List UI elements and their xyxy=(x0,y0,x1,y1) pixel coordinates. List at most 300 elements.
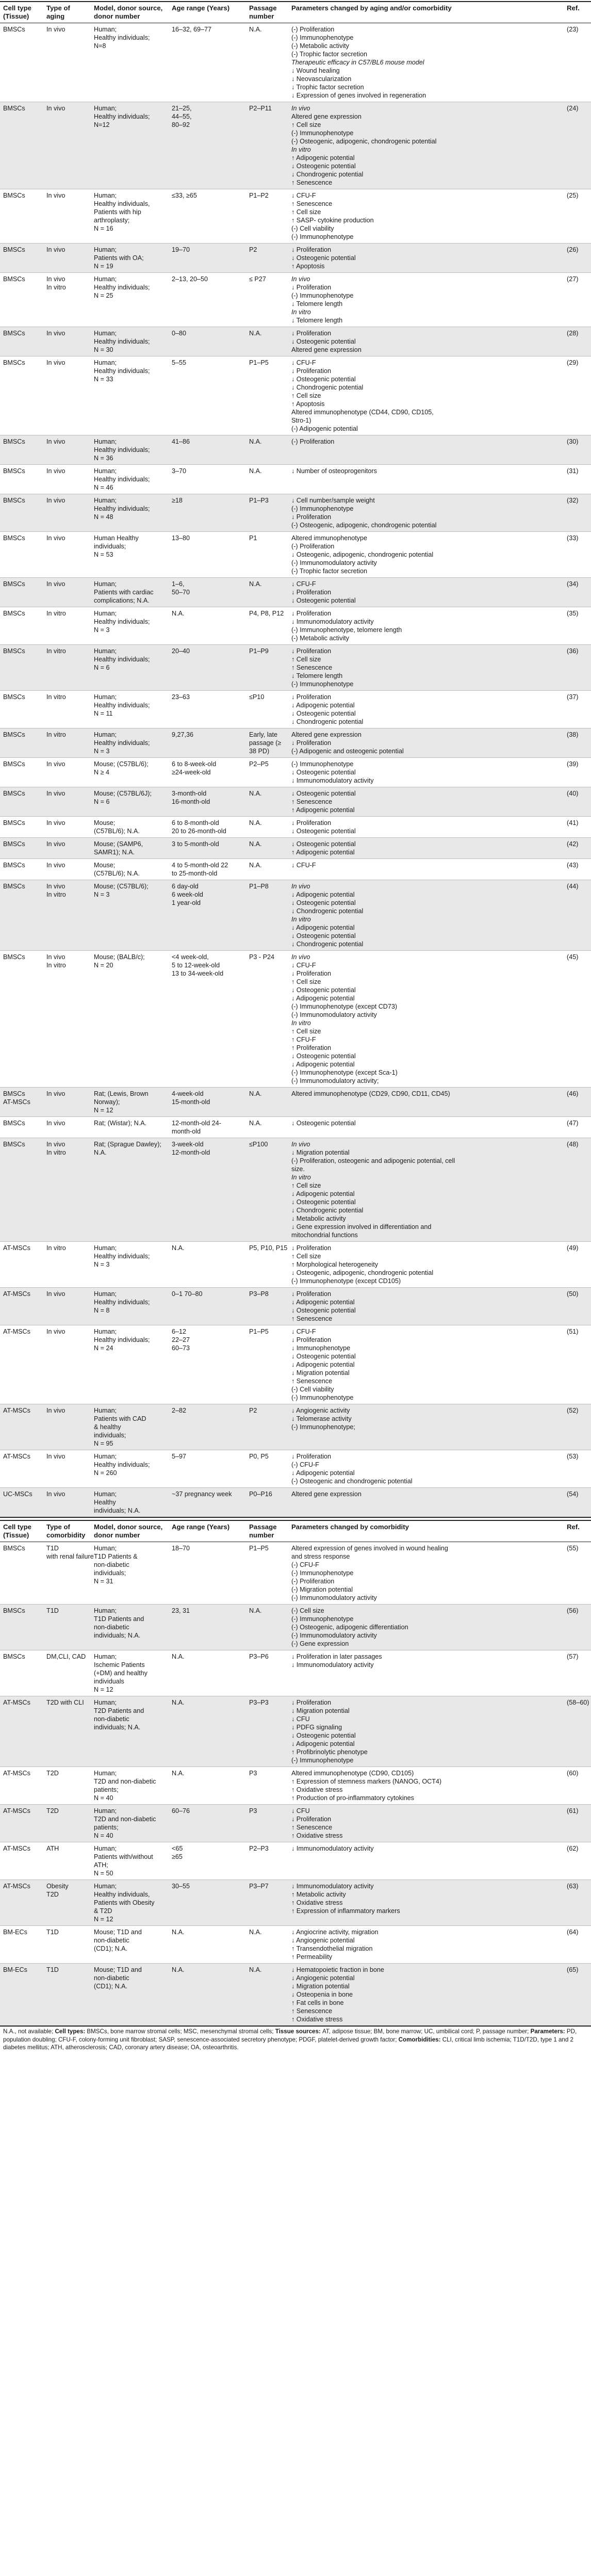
cell-line: (-) Immunophenotype xyxy=(291,129,354,137)
cell-line: ↓ CFU xyxy=(291,1807,310,1814)
table-row xyxy=(0,951,591,1088)
reference xyxy=(564,1242,591,1288)
passage-number xyxy=(246,1880,288,1926)
cell-line: & T2D xyxy=(94,1907,112,1915)
cell-line: (-) CFU-F xyxy=(291,1461,319,1468)
comorbidity-type xyxy=(43,1650,91,1696)
cell-line: ↑ Senescence xyxy=(291,1824,333,1831)
cell-line: individuals; N.A. xyxy=(94,1724,141,1731)
cell-line: N.A. xyxy=(249,790,262,797)
cell-line: In vivo xyxy=(291,105,310,112)
cell-line: ↓ Adipogenic potential xyxy=(291,924,355,931)
header-cell-type: Cell type (Tissue) xyxy=(0,1520,43,1542)
cell-line: & healthy xyxy=(94,1423,121,1431)
cell-line: AT-MSCs xyxy=(3,1699,30,1706)
cell-line: arthroplasty; xyxy=(94,217,130,224)
header-passage: Passage number xyxy=(246,1520,288,1542)
cell-line: ↓ Proliferation xyxy=(291,1816,331,1823)
model-donor xyxy=(91,607,169,645)
cell-line: ↓ CFU-F xyxy=(291,1328,316,1335)
cell-line: non-diabetic xyxy=(94,1974,129,1982)
cell-line: ATH; xyxy=(94,1861,108,1869)
cell-line: In vivo xyxy=(46,26,65,33)
cell-line: In vitro xyxy=(46,962,66,969)
cell-line: ↓ Trophic factor secretion xyxy=(291,84,364,91)
model-donor xyxy=(91,787,169,817)
model-donor xyxy=(91,244,169,273)
reference xyxy=(564,1880,591,1926)
cell-line: (35) xyxy=(567,610,579,617)
cell-line: ↑ Cell size xyxy=(291,1182,321,1189)
cell-line: N ≥ 4 xyxy=(94,769,110,776)
cell-type xyxy=(0,532,43,578)
age-range xyxy=(169,691,246,728)
cell-line: BMSCs xyxy=(3,26,25,33)
cell-line: ↓ PDFG signaling xyxy=(291,1724,342,1731)
cell-line: BMSCs xyxy=(3,580,25,588)
age-range xyxy=(169,1650,246,1696)
reference xyxy=(564,1805,591,1842)
reference xyxy=(564,880,591,951)
passage-number xyxy=(246,787,288,817)
cell-line: ↑ Cell size xyxy=(291,121,321,128)
cell-line: Patients with OA; xyxy=(94,254,144,262)
cell-line: (42) xyxy=(567,840,579,848)
cell-line: N = 40 xyxy=(94,1794,113,1802)
cell-type xyxy=(0,578,43,607)
model-donor xyxy=(91,357,169,435)
cell-line: (-) Immunophenotype (except Sca-1) xyxy=(291,1069,398,1076)
cell-line: N.A. xyxy=(249,26,262,33)
table-row xyxy=(0,1088,591,1117)
cell-line: ↑ Senescence xyxy=(291,1315,333,1322)
model-donor xyxy=(91,859,169,880)
cell-line: ↑ Adipogenic potential xyxy=(291,806,355,814)
cell-line: ↓ Immunomodulatory activity xyxy=(291,1883,374,1890)
cell-line: N.A. xyxy=(249,1966,262,1973)
reference xyxy=(564,1138,591,1242)
cell-line: (34) xyxy=(567,580,579,588)
cell-line: BMSCs xyxy=(3,246,25,253)
cell-line: (61) xyxy=(567,1807,579,1814)
parameters xyxy=(288,244,564,273)
cell-line: (-) Osteogenic, adipogenic, chondrogenic potential xyxy=(291,522,437,529)
cell-line: 16–32, 69–77 xyxy=(172,26,212,33)
age-range xyxy=(169,494,246,532)
passage-number xyxy=(246,1696,288,1767)
cell-line: Altered immunophenotype (CD90, CD105) xyxy=(291,1770,414,1777)
reference xyxy=(564,532,591,578)
reference xyxy=(564,1767,591,1805)
cell-line: (-) Osteogenic and chondrogenic potential xyxy=(291,1478,413,1485)
table-row xyxy=(0,880,591,951)
cell-line: ↓ Osteogenic potential xyxy=(291,1353,356,1360)
parameters xyxy=(288,1842,564,1880)
cell-type xyxy=(0,607,43,645)
cell-line: ↓ Chondrogenic potential xyxy=(291,1207,364,1214)
cell-line: P1–P5 xyxy=(249,1328,269,1335)
cell-line: In vivo xyxy=(46,1328,65,1335)
cell-line: ↑ Apoptosis xyxy=(291,263,325,270)
cell-line: (-) Immunomodulatory activity xyxy=(291,559,377,566)
cell-line: (-) Immunophenotype xyxy=(291,1569,354,1577)
age-range xyxy=(169,645,246,691)
parameters xyxy=(288,1880,564,1926)
cell-line: T1D xyxy=(46,1966,59,1973)
aging-type xyxy=(43,838,91,859)
reference xyxy=(564,435,591,465)
cell-line: P1–P2 xyxy=(249,192,269,199)
passage-number xyxy=(246,1964,288,2027)
table-row xyxy=(0,1805,591,1842)
passage-number xyxy=(246,1842,288,1880)
cell-line: Healthy individuals; xyxy=(94,1299,150,1306)
reference xyxy=(564,327,591,357)
reference xyxy=(564,578,591,607)
age-range xyxy=(169,728,246,758)
cell-line: Human; xyxy=(94,105,117,112)
parameters xyxy=(288,327,564,357)
cell-line: ↓ Osteogenic potential xyxy=(291,1732,356,1739)
cell-line: Mouse; T1D and xyxy=(94,1929,142,1936)
cell-line: BMSCs xyxy=(3,330,25,337)
cell-line: Altered gene expression xyxy=(291,1490,362,1498)
cell-line: N = 19 xyxy=(94,263,113,270)
cell-line: Healthy individuals; xyxy=(94,1253,150,1260)
cell-line: In vivo xyxy=(291,276,310,283)
cell-line: BMSCs xyxy=(3,276,25,283)
cell-line: and stress response xyxy=(291,1553,350,1560)
cell-line: Healthy individuals; xyxy=(94,702,150,709)
parameters xyxy=(288,465,564,494)
cell-line: 1–6, xyxy=(172,580,185,588)
model-donor xyxy=(91,1880,169,1926)
cell-line: T2D and non-diabetic xyxy=(94,1816,156,1823)
cell-line: BMSCs xyxy=(3,953,25,961)
parameters xyxy=(288,817,564,838)
cell-line: ↓ Osteogenic potential xyxy=(291,1120,356,1127)
footnote-text: PD, population doubling; CFU-F, colony-forming unit fibroblast; SASP, senescence-associated secretory phenotype; PDGF, platelet-derived growth factor; xyxy=(3,2028,577,2043)
cell-line: 13 to 34-week-old xyxy=(172,970,224,977)
cell-type xyxy=(0,1605,43,1650)
cell-line: In vitro xyxy=(46,610,66,617)
cell-line: Human Healthy xyxy=(94,534,139,542)
comorbidity-type xyxy=(43,1926,91,1964)
cell-line: N = 33 xyxy=(94,376,113,383)
cell-line: ↓ Proliferation xyxy=(291,693,331,701)
header-parameters: Parameters changed by comorbidity xyxy=(288,1520,564,1542)
cell-line: Altered immunophenotype (CD29, CD90, CD11, CD45) xyxy=(291,1090,450,1097)
model-donor xyxy=(91,1288,169,1325)
cell-line: Human; xyxy=(94,1883,117,1890)
cell-line: Human; xyxy=(94,1328,117,1335)
cell-line: P2 xyxy=(249,1407,257,1414)
cell-line: (31) xyxy=(567,467,579,475)
parameters xyxy=(288,758,564,787)
passage-number xyxy=(246,1650,288,1696)
cell-type xyxy=(0,817,43,838)
header-type-of-comorbidity: Type of comorbidity xyxy=(43,1520,91,1542)
passage-number xyxy=(246,1117,288,1138)
model-donor xyxy=(91,435,169,465)
cell-line: ↑ Senescence xyxy=(291,2007,333,2015)
cell-line: AT-MSCs xyxy=(3,1407,30,1414)
cell-line: Healthy individuals, xyxy=(94,1891,150,1898)
cell-line: Norway); xyxy=(94,1098,120,1106)
cell-line: ↓ Adipogenic potential xyxy=(291,995,355,1002)
cell-line: complications; N.A. xyxy=(94,597,150,604)
cell-line: ↑ Oxidative stress xyxy=(291,1786,343,1793)
comorbidity-type xyxy=(43,1696,91,1767)
reference xyxy=(564,23,591,102)
cell-line: P3–P8 xyxy=(249,1290,269,1298)
table-row xyxy=(0,1880,591,1926)
passage-number xyxy=(246,578,288,607)
age-range xyxy=(169,1488,246,1518)
cell-type xyxy=(0,1842,43,1880)
aging-type xyxy=(43,494,91,532)
cell-line: Human; xyxy=(94,647,117,655)
cell-line: AT-MSCs xyxy=(3,1845,30,1852)
cell-line: 3-week-old xyxy=(172,1141,204,1148)
comorbidity-type xyxy=(43,1805,91,1842)
cell-type xyxy=(0,1488,43,1518)
reference xyxy=(564,607,591,645)
cell-line: 22–27 xyxy=(172,1336,190,1343)
parameters xyxy=(288,1542,564,1605)
table-row xyxy=(0,1542,591,1605)
cell-line: Healthy individuals; xyxy=(94,338,150,345)
cell-line: Human; xyxy=(94,276,117,283)
cell-line: Human; xyxy=(94,1490,117,1498)
cell-line: BMSCs xyxy=(3,1120,25,1127)
cell-line: Human; xyxy=(94,1244,117,1252)
parameters xyxy=(288,1325,564,1404)
reference xyxy=(564,1488,591,1518)
cell-line: (-) Immunophenotype xyxy=(291,292,354,299)
cell-line: In vivo xyxy=(46,1453,65,1460)
cell-line: 21–25, xyxy=(172,105,192,112)
passage-number xyxy=(246,102,288,189)
cell-line: 6 day-old xyxy=(172,883,199,890)
footnote-heading: Cell types: xyxy=(55,2028,87,2035)
cell-line: N.A. xyxy=(249,1607,262,1614)
cell-line: N.A. xyxy=(249,840,262,848)
cell-line: N.A. xyxy=(172,1770,185,1777)
age-range xyxy=(169,244,246,273)
age-range xyxy=(169,1242,246,1288)
age-range xyxy=(169,838,246,859)
cell-line: In vivo xyxy=(46,276,65,283)
cell-line: ↓ Osteogenic potential xyxy=(291,899,356,906)
table-row xyxy=(0,859,591,880)
cell-line: ↓ Telomerase activity xyxy=(291,1415,352,1422)
cell-line: (-) Immunophenotype xyxy=(291,681,354,688)
passage-number xyxy=(246,357,288,435)
cell-line: ≤ P27 xyxy=(249,276,266,283)
table-row xyxy=(0,1288,591,1325)
cell-line: BMSCs xyxy=(3,1653,25,1660)
cell-line: DM,CLI, CAD xyxy=(46,1653,86,1660)
cell-line: Human; xyxy=(94,1607,117,1614)
model-donor xyxy=(91,465,169,494)
parameters xyxy=(288,787,564,817)
cell-line: (-) Immunophenotype xyxy=(291,1394,354,1401)
footnote-heading: Tissue sources: xyxy=(275,2028,322,2035)
cell-line: ↑ Adipogenic potential xyxy=(291,849,355,856)
cell-line: In vitro xyxy=(46,284,66,291)
cell-line: N = 3 xyxy=(94,626,110,634)
cell-line: (43) xyxy=(567,862,579,869)
header-age-range: Age range (Years) xyxy=(169,2,246,23)
parameters xyxy=(288,838,564,859)
cell-line: BMSCs xyxy=(3,883,25,890)
cell-line: Healthy individuals; xyxy=(94,367,150,375)
cell-line: In vitro xyxy=(46,1244,66,1252)
model-donor xyxy=(91,1605,169,1650)
cell-line: BMSCs xyxy=(3,819,25,827)
reference xyxy=(564,1325,591,1404)
cell-line: Human; xyxy=(94,26,117,33)
cell-line: P4, P8, P12 xyxy=(249,610,284,617)
comorbidity-table xyxy=(0,1520,591,2027)
aging-type xyxy=(43,645,91,691)
cell-line: ↓ Telomere length xyxy=(291,672,343,679)
table-row xyxy=(0,102,591,189)
model-donor xyxy=(91,1542,169,1605)
cell-line: Mouse; xyxy=(94,862,116,869)
cell-line: In vitro xyxy=(291,916,311,923)
cell-line: N = 12 xyxy=(94,1916,113,1923)
cell-line: N.A. xyxy=(249,819,262,827)
cell-line: 41–86 xyxy=(172,438,190,445)
cell-line: ↑ Oxidative stress xyxy=(291,1899,343,1906)
cell-line: 5–55 xyxy=(172,359,187,366)
cell-line: BMSCs xyxy=(3,467,25,475)
passage-number xyxy=(246,1767,288,1805)
cell-line: (27) xyxy=(567,276,579,283)
cell-type xyxy=(0,327,43,357)
aging-type xyxy=(43,578,91,607)
model-donor xyxy=(91,1117,169,1138)
cell-line: individuals; xyxy=(94,543,126,550)
cell-line: (-) Gene expression xyxy=(291,1640,349,1647)
passage-number xyxy=(246,327,288,357)
cell-line: (+DM) and healthy xyxy=(94,1670,147,1677)
model-donor xyxy=(91,23,169,102)
cell-line: (-) Metabolic activity xyxy=(291,42,349,50)
model-donor xyxy=(91,1805,169,1842)
age-range xyxy=(169,758,246,787)
cell-line: ↓ Osteogenic potential xyxy=(291,932,356,939)
cell-line: (C57BL/6); N.A. xyxy=(94,828,140,835)
cell-line: ↑ Cell size xyxy=(291,656,321,663)
cell-line: N = 6 xyxy=(94,664,110,671)
passage-number xyxy=(246,1242,288,1288)
cell-line: ≤33, ≥65 xyxy=(172,192,197,199)
footnote-text: N.A., not available; xyxy=(3,2028,55,2035)
parameters xyxy=(288,880,564,951)
comorbidity-table-header xyxy=(0,1520,591,1542)
aging-type xyxy=(43,1488,91,1518)
cell-line: individuals; N.A. xyxy=(94,1507,141,1514)
passage-number xyxy=(246,859,288,880)
reference xyxy=(564,728,591,758)
cell-line: ↓ Chondrogenic potential xyxy=(291,908,364,915)
cell-line: patients; xyxy=(94,1786,119,1793)
cell-line: non-diabetic xyxy=(94,1715,129,1723)
cell-line: ↓ Immunomodulatory activity xyxy=(291,777,374,784)
cell-line: Ischemic Patients xyxy=(94,1661,145,1668)
cell-line: <4 week-old, xyxy=(172,953,209,961)
cell-line: BMSCs xyxy=(3,760,25,768)
cell-line: ATH xyxy=(46,1845,59,1852)
cell-line: Human; xyxy=(94,580,117,588)
cell-line: P5, P10, P15 xyxy=(249,1244,288,1252)
parameters xyxy=(288,1696,564,1767)
passage-number xyxy=(246,532,288,578)
cell-type xyxy=(0,1404,43,1450)
passage-number xyxy=(246,1605,288,1650)
cell-line: 2–13, 20–50 xyxy=(172,276,208,283)
cell-line: (-) Immunophenotype, telomere length xyxy=(291,626,402,634)
cell-line: Human; xyxy=(94,1453,117,1460)
cell-line: Mouse; (C57BL/6); xyxy=(94,883,149,890)
cell-line: (-) CFU-F xyxy=(291,1561,319,1568)
aging-type xyxy=(43,357,91,435)
aging-type xyxy=(43,880,91,951)
cell-line: ↓ Osteogenic potential xyxy=(291,828,356,835)
table-row xyxy=(0,728,591,758)
cell-type xyxy=(0,1696,43,1767)
cell-line: Early, late xyxy=(249,731,278,738)
cell-line: BMSCs xyxy=(3,693,25,701)
parameters xyxy=(288,532,564,578)
cell-line: In vivo xyxy=(46,819,65,827)
cell-line: ↓ Chondrogenic potential xyxy=(291,718,364,725)
cell-line: In vivo xyxy=(46,359,65,366)
cell-line: BMSCs xyxy=(3,534,25,542)
cell-line: ↓ Osteogenic potential xyxy=(291,986,356,994)
cell-line: (57) xyxy=(567,1653,579,1660)
cell-line: (28) xyxy=(567,330,579,337)
cell-line: AT-MSCs xyxy=(3,1883,30,1890)
cell-line: ↓ Adipogenic potential xyxy=(291,1740,355,1747)
cell-line: (51) xyxy=(567,1328,579,1335)
cell-line: P1–P8 xyxy=(249,883,269,890)
cell-line: 3–70 xyxy=(172,467,187,475)
cell-line: N = 20 xyxy=(94,962,113,969)
cell-line: P3 - P24 xyxy=(249,953,275,961)
cell-type xyxy=(0,357,43,435)
cell-line: 5–97 xyxy=(172,1453,187,1460)
cell-line: P2–P11 xyxy=(249,105,272,112)
cell-line: 50–70 xyxy=(172,589,190,596)
cell-line: Human; xyxy=(94,693,117,701)
cell-line: (36) xyxy=(567,647,579,655)
cell-line: 38 PD) xyxy=(249,748,270,755)
model-donor xyxy=(91,578,169,607)
cell-line: Patients with hip xyxy=(94,208,141,216)
cell-line: ↓ Cell number/sample weight xyxy=(291,497,375,504)
cell-line: ↓ Chondrogenic potential xyxy=(291,941,364,948)
cell-line: 5 to 12-week-old xyxy=(172,962,220,969)
cell-type xyxy=(0,1542,43,1605)
cell-line: Human; xyxy=(94,330,117,337)
cell-line: N.A. xyxy=(249,438,262,445)
cell-line: ↓ Immunomodulatory activity xyxy=(291,1845,374,1852)
cell-line: (-) Immunophenotype xyxy=(291,760,354,768)
